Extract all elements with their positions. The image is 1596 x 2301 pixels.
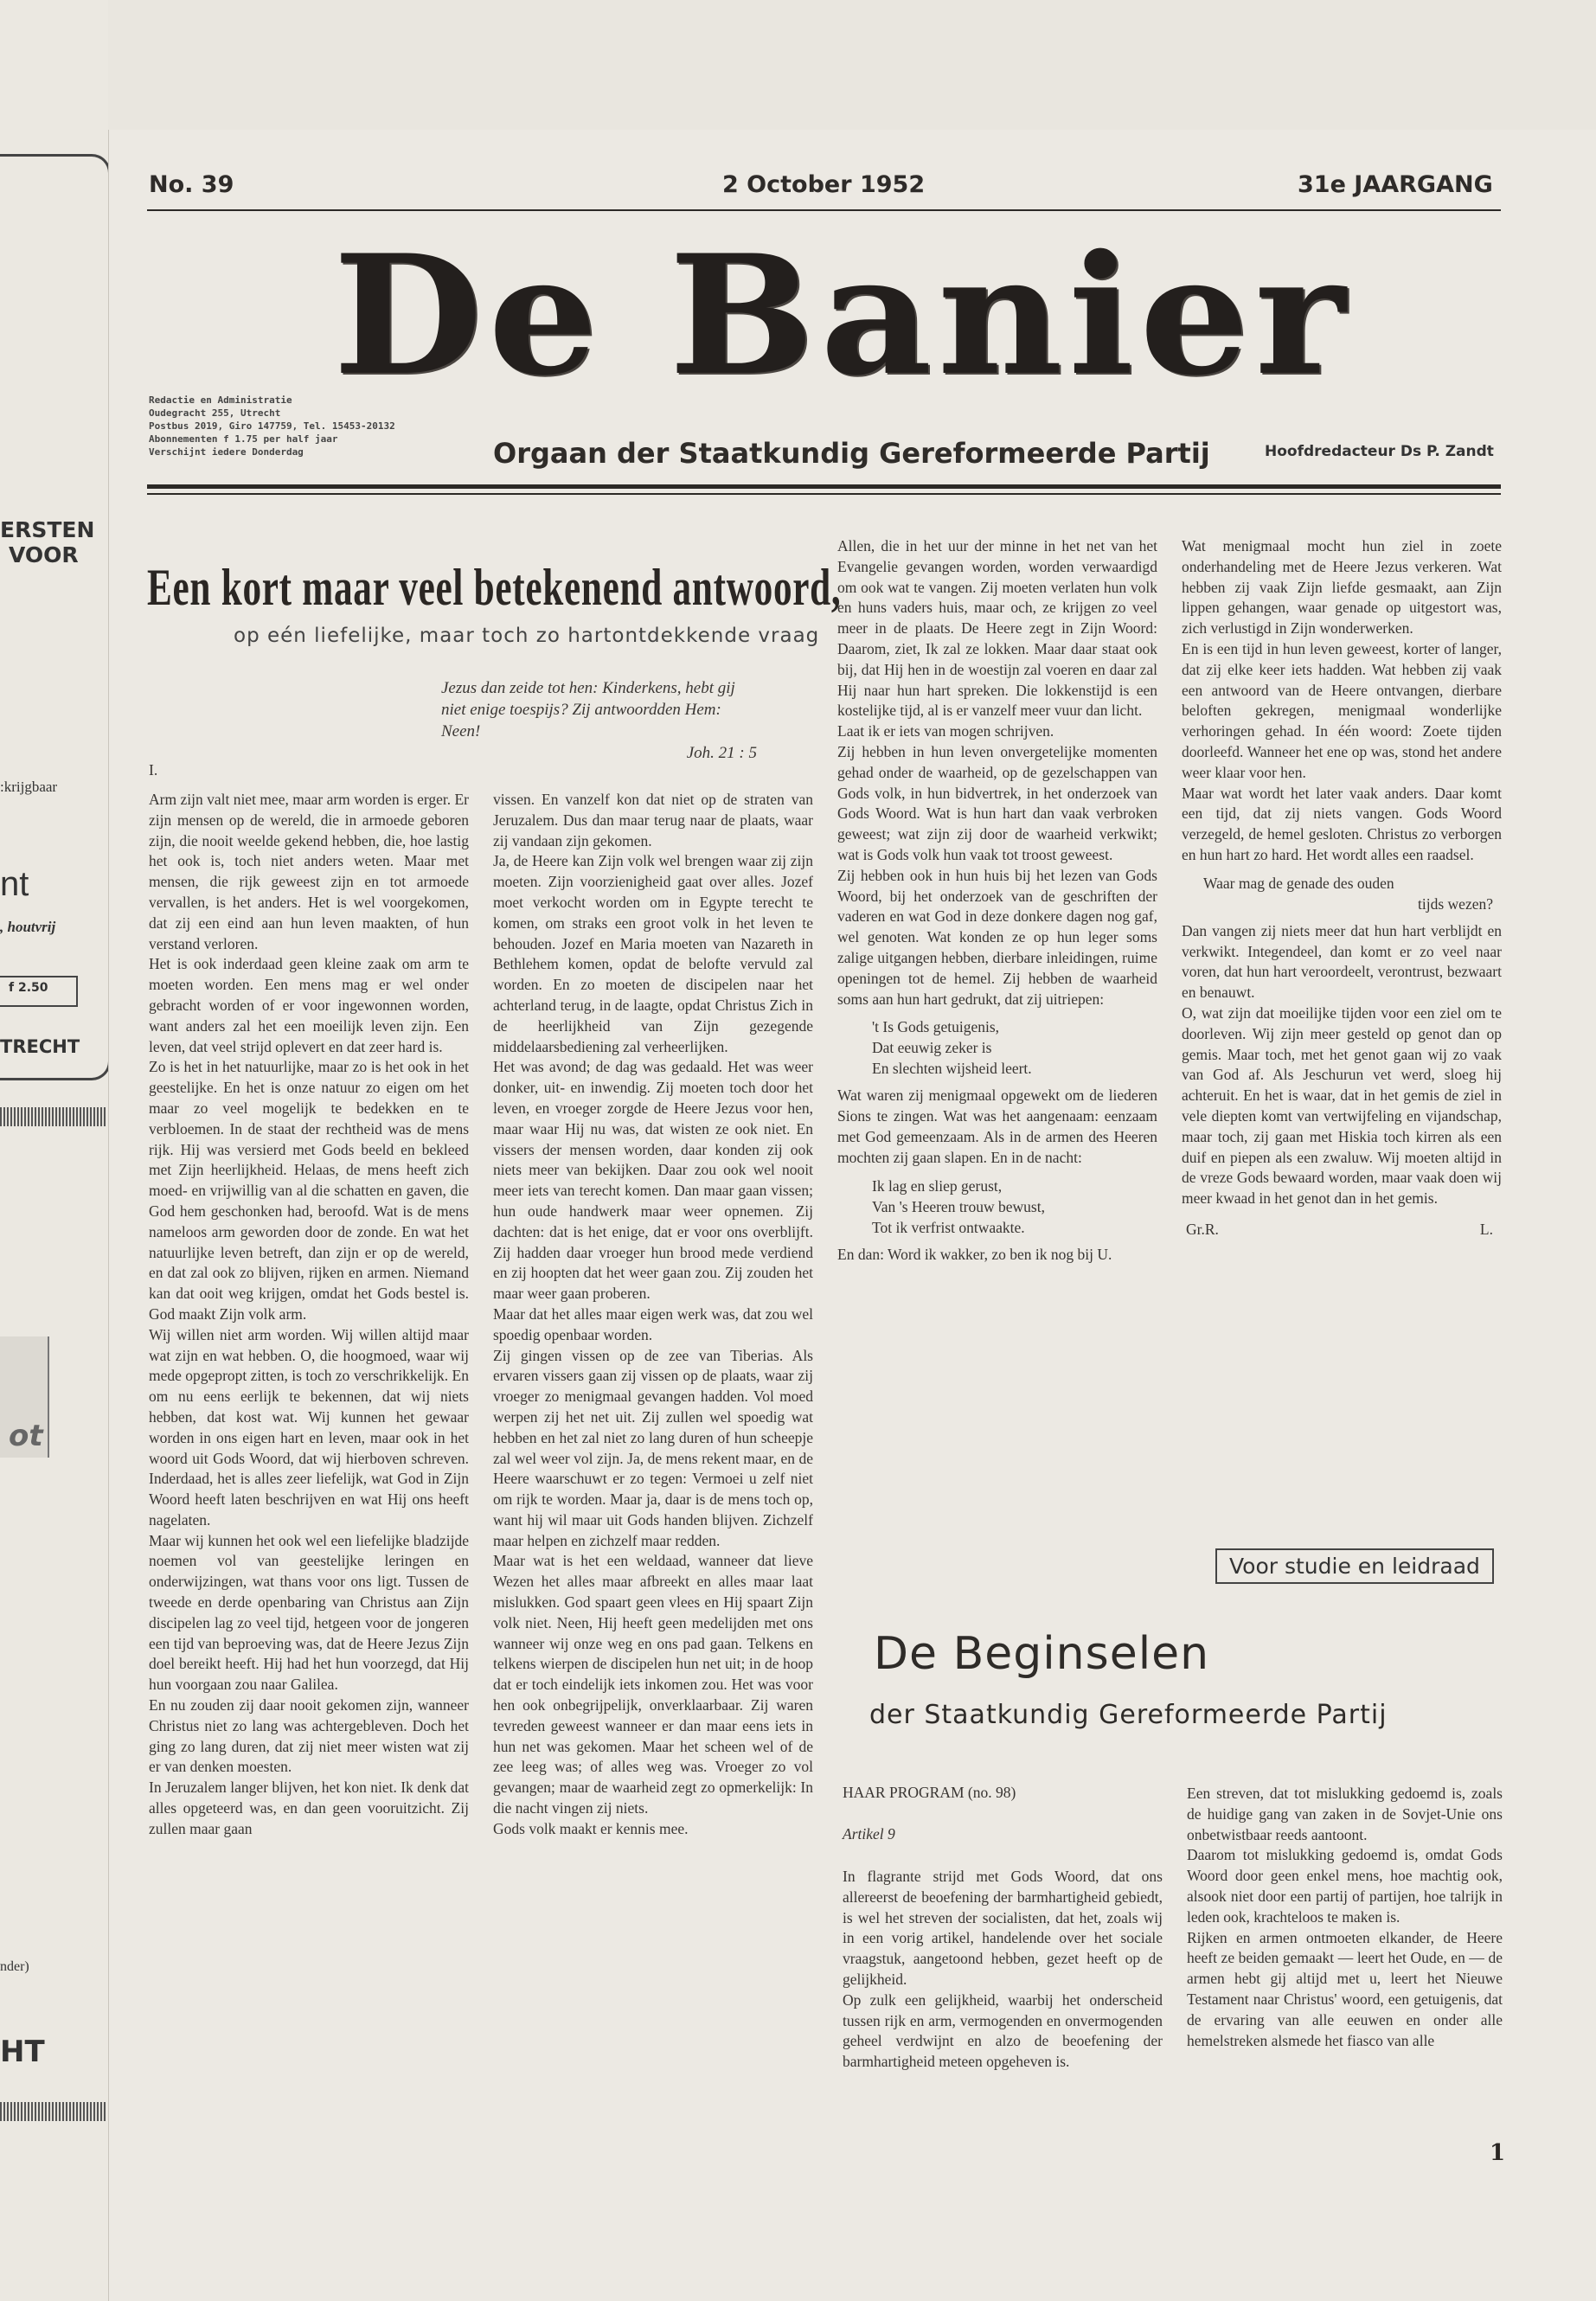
verse-line: 't Is Gods getuigenis, [872, 1018, 1000, 1036]
newspaper-title: De Banier [333, 219, 1351, 412]
quote-line: Waar mag de genade des ouden [1203, 874, 1394, 892]
left-fragment-6: f 2.50 [9, 981, 48, 995]
paragraph: Het was avond; de dag was gedaald. Het was weer donker, uit- en inwendig. Zij moeten toch door het leven, en vroeger zorgde de Heere Jezus voor hen, maar waar Hij nu was, dat wisten ze ook niet. En vissers der mensen worden, daar konden zij ook niets meer van bekijken. Daar zou ook wel nooit meer iets van terecht komen. Dan maar gaan vissen; hun oude handwerk maar weer opnemen. Zij dachten: dat is het enige, dat er voor ons overblijft. Zij hadden daar vroeger hun brood mede verdiend en zij hoopten dat het weer gaan zou. Zij zouden het maar weer gaan proberen. [493, 1058, 813, 1303]
paragraph: Wij willen niet arm worden. Wij willen altijd maar wat zijn en wat hebben. O, die hoogmoed, waar wij mede opgepropt zitten, is toch zo verschrikkelijk. En om nu eens eerlijk te bekennen, dat wij niets hebben, dat kost wat. Wij kunnen het gewaar worden in ons eigen hart en leven, maar ook in het woord uit Gods Woord, dat wij hierboven schreven. Inderdaad, het is alles zeer liefelijk, wat God in Zijn Woord heeft laten beschrijven en wat Hij ons heeft nagelaten. [149, 1325, 469, 1529]
article-column-1 [149, 790, 469, 1840]
paragraph: Ja, de Heere kan Zijn volk wel brengen waar zij zijn moeten. Zijn voorzienigheid gaat over alles. Jozef moet verkocht worden om in Egypte terecht te komen, om straks een groot volk in het leven te behouden. Jozef en Maria moeten van Nazareth in Bethlehem komen, opdat de belofte vervuld zal worden. En zo moeten de discipelen naar het achterland terug, in de laagte, opdat Christus Zich in de heerlijkheid van Zijn gezegende middelaarsbediening zal verheerlijken. [493, 852, 813, 1055]
paragraph: Een streven, dat tot mislukking gedoemd is, zoals de huidige gang van zaken in de Sovjet-Unie ons onbetwistbaar reeds aantoont. [1187, 1785, 1503, 1843]
issue-number: No. 39 [149, 171, 234, 198]
admin-line: Oudegracht 255, Utrecht [149, 407, 281, 419]
masthead-rule-thick [147, 484, 1501, 489]
verse-line: Van 's Heeren trouw bewust, [872, 1197, 1045, 1215]
paragraph: Wat waren zij menigmaal opgewekt om de liederen Sions te zingen. Wat was het aangenaam: eenzaam met God gemeenzaam. Als in de armen des Heeren mochten zij gaan slapen. En in de nacht: [837, 1086, 1157, 1166]
page-number: 1 [1490, 2140, 1506, 2166]
paragraph: Maar dat het alles maar eigen werk was, dat zou wel spoedig openbaar worden. [493, 1304, 813, 1343]
paragraph: Maar wat wordt het later vaak anders. Daar komt een tijd, dat zij niets vangen. Gods Woord verzegeld, de hemel gesloten. Christus zo verborgen en hun hart zo hard. Het wordt alles een raadsel. [1182, 784, 1502, 863]
paragraph: Zij gingen vissen op de zee van Tiberias. Als ervaren vissers gaan zij vissen op de plaats, waar zij vroeger zo menigmaal gevangen hadden. Vol moed werpen zij het net uit. Zij zullen wel spoedig wat hebben en het zal niet zo lang duren of hun scheepje zal wel weer vol zijn. Ja, de mens rekent maar, en de Heere waarschuwt er zo tegen: Vermoei u zelf niet om rijk te worden. Maar ja, daar is de mens toch op, want hij wil maar uit Gods handen blijven. Zichzelf maar helpen en zichzelf maar redden. [493, 1346, 813, 1549]
paragraph: Dan vangen zij niets meer dat hun hart verblijdt en verkwikt. Integendeel, dan komt er zo veel naar voren, dat hun hart veroordeelt, verontrust, bezwaart en benauwt. [1182, 921, 1502, 1002]
paragraph: Maar wat is het een weldaad, wanneer dat lieve Wezen het alles maar afbreekt en alles maar laat mislukken. God spaart geen vlees en Hij spaart Zijn volk niet. Neen, Hij heeft geen medelijden met ons wanneer wij onze weg en ons pad gaan. Telkens en telkens wierpen de discipelen hun net uit; in de hoop dat er toch eindelijk iets inkomen zou. Het was voor hen ook onbegrijpelijk, onverklaarbaar. Zij waren tevreden geweest wanneer er dan maar eens iets in hun net was gekomen. Maar het scheen wel of de zee leeg was; of alles weg was. Vroeger zo vol gevangen; maar de waarheid zegt zo opmerkelijk: In die nacht vingen zij niets. [493, 1552, 813, 1817]
paragraph: Maar wij kunnen het ook wel een liefelijke bladzijde noemen vol van geestelijke leringen en onderwijzingen, wat thans voor ons ligt. Tussen de tweede en derde openbaring van Christus aan Zijn discipelen lag zo veel tijd, hetgeen voor de jongeren een tijd van beproeving was, dat de Heere Jezus Zijn doel bereikt heeft. Hij had het hun voorzegd, dat Hij hun voorgaan zou naar Galilea. [149, 1531, 469, 1694]
section-label-box: Voor studie en leidraad [1215, 1548, 1494, 1584]
article-column-3 [837, 536, 1157, 1265]
beginselen-title: De Beginselen [874, 1628, 1210, 1680]
article-column-2 [493, 790, 813, 1840]
article-column-4 [1182, 536, 1502, 1240]
newspaper-subtitle: Orgaan der Staatkundig Gereformeerde Partij [493, 437, 1210, 470]
beginselen-column-2 [1187, 1784, 1503, 2051]
paragraph: In flagrante strijd met Gods Woord, dat ons allereerst de beoefening der barmhartigheid gebiedt, is wel het streven der socialisten, dat het, zoals wij in een vorig artikel, handelende over het sociale vraagstuk, aangetoond hebben, gezet heeft op de gelijkheid. [843, 1868, 1163, 1988]
left-fragment-2: VOOR [9, 542, 79, 567]
admin-line: Abonnementen f 1.75 per half jaar [149, 433, 338, 445]
editor-line: Hoofdredacteur Ds P. Zandt [1265, 443, 1494, 460]
paragraph: O, wat zijn dat moeilijke tijden voor een ziel om te doorleven. Wij zijn meer gesteld op genot dan op gemis. Maar toch, met het genot gaan wij zo vaak van God af. Als Jeschurun vet werd, sloeg hij achteruit. En het is waar, dat in het gemis de ziel in vele diepten komt van vertwijfeling en vijandschap, maar toch, zij gaan met Hiskia toch kirren als een duif en piepen als een zwaluw. Wij moeten altijd in de vreze Gods bewaard worden, maar vaak doen wij meer kwaad in het genot dan in het gemis. [1182, 1003, 1502, 1208]
left-fragment-3: :krijgbaar [0, 779, 58, 795]
section-number: I. [149, 761, 158, 779]
paragraph: Wat menigmaal mocht hun ziel in zoete onderhandeling met de Heere Jezus verkeren. Wat hebben zij vaak Zijn liefde gesmaakt, aan Zijn lippen gehangen, waar genade op uitgestort was, zich verlustigd in Zijn wonderwerken. [1182, 537, 1502, 638]
paragraph: Gods volk maakt er kennis mee. [493, 1819, 689, 1837]
left-fragment-1: ERSTEN [0, 517, 95, 542]
left-fragment-8: ot [9, 1419, 43, 1453]
article-title: Een kort maar veel betekenend antwoord, [147, 559, 842, 616]
signature-line [1182, 1220, 1502, 1240]
left-fragment-9: nder) [0, 1959, 29, 1974]
paragraph: Allen, die in het uur der minne in het net van het Evangelie gevangen worden, worden verwaardigd om ook wat te vangen. Zij moeten verlaten hun volk en huns vaders huis, maar och, ze krijgen zo veel meer in de plaats. De Heere zegt in Zijn Woord: Daarom, ziet, Ik zal ze lokken. Maar daar staat ook bij, dat Hij hen in de woestijn zal voeren en daar zal Hij naar hun hart spreken. Die lokkenstijd is een kostelijke tijd, al is er vanzelf meer vuur dan licht. [837, 537, 1157, 720]
quote-line: tijds wezen? [1418, 894, 1493, 913]
paragraph: In Jeruzalem langer blijven, het kon niet. Ik denk dat alles opgeteerd was, en dan geen vooruitzicht. Zij zullen maar gaan [149, 1779, 469, 1837]
left-fragment-7: TRECHT [0, 1036, 80, 1057]
verse-block [872, 1176, 1157, 1238]
article-subtitle: op eén liefelijke, maar toch zo hartontdekkende vraag [234, 625, 820, 647]
masthead-rule-thin [147, 493, 1501, 495]
signature-initials: Gr.R. [1186, 1220, 1219, 1238]
admin-line: Postbus 2019, Giro 147759, Tel. 15453-20132 [149, 420, 395, 432]
artikel-header: Artikel 9 [843, 1825, 895, 1843]
paragraph: Zij hebben ook in hun huis bij het lezen van Gods Woord, bij het onderzoek van de geschriften der vaderen en wat God in deze donkere dagen nog gaf, wel genoten. Wat konden ze op hun leger soms zalige uitgangen hebben, dierbare inleidingen, ruime openingen tot de hemel. Zij hebben de waarheid soms aan hun hart gedrukt, dat zij uitriepen: [837, 866, 1157, 1008]
beginselen-column-1 [843, 1867, 1163, 2073]
left-page-frame [0, 154, 111, 1080]
paragraph: Zo is het in het natuurlijke, maar zo is het ook in het geestelijke. En het is onze natuur zo eigen om het maar zo veel mogelijk te bedekken en te verbloemen. In de staat der rechtheid was de mens rijk. Hij was versierd met Gods beeld en bekleed met Zijn heerlijkheid. Helaas, de mens heeft zich moed- en vrijwillig van al die schatten en gaven, die God hem geschonken had, beroofd. Wat is de mens nameloos arm geworden door de zonde. En wat het natuurlijke leven betreft, dan zijn er op de wereld, en dat zal ook zo blijven, rijken en armen. Niemand kan dat ooit weg krijgen, omdat het Gods bestel is. God maakt Zijn volk arm. [149, 1058, 469, 1323]
signature-author: L. [1479, 1220, 1493, 1238]
paragraph: Laat ik er iets van mogen schrijven. [837, 722, 1054, 740]
paragraph: Op zulk een gelijkheid, waarbij het onderscheid tussen rijk en arm, vermogenden en onvermogenden geheel verdwijnt en alzo de beoefening der barmhartigheid meteen opgeheven is. [843, 1990, 1163, 2071]
verse-line: En slechten wijsheid leert. [872, 1060, 1032, 1078]
left-barcode-bottom [0, 2102, 106, 2121]
left-fragment-4: nt [0, 865, 29, 903]
paragraph: En nu zouden zij daar nooit gekomen zijn, wanneer Christus niet zo lang was achtergebleven. Doch het ging zo lang duren, dat zij niet meer wisten wat zij er van denken moesten. [149, 1696, 469, 1776]
volume-label: 31e JAARGANG [1298, 171, 1493, 198]
epigraph-reference: Joh. 21 : 5 [686, 744, 757, 762]
paragraph: En is een tijd in hun leven geweest, korter of langer, dat zij elke keer iets hadden. Wat hebben zij vaak een antwoord van de Heere ontvangen, dierbare beloften gekregen, menigmaal wonderlijke verhoringen gehad. In één woord: Zoete tijden doorleefd. Wanneer het ene op was, stond het andere weer klaar voor hen. [1182, 639, 1502, 781]
admin-line: Redactie en Administratie [149, 394, 292, 406]
left-barcode-top [0, 1107, 106, 1126]
paragraph: vissen. En vanzelf kon dat niet op de straten van Jeruzalem. Dus dan maar terug naar de plaats, waar zij vandaan zijn gekomen. [493, 791, 813, 849]
quote-block [1203, 873, 1502, 914]
issue-date: 2 October 1952 [722, 171, 926, 198]
top-rule [147, 209, 1501, 211]
left-fragment-10: HT [0, 2035, 45, 2069]
paragraph: Rijken en armen ontmoeten elkander, de Heere heeft ze beiden gemaakt — leert het Oude, en — de armen hebt gij altijd met u, leert het Nieuwe Testament naar Christus' woord, een getuigenis, dat de ervaring van alle eeuwen en onder alle hemelstreken alsmede het fiasco van alle [1187, 1928, 1503, 2049]
paragraph: Arm zijn valt niet mee, maar arm worden is erger. Er zijn mensen op de wereld, die in armoede geboren zijn, die nooit weelde gekend hebben, die, hoe lastig het ook is, toch niet anders weten. Maar met mensen, die rijk geweest zijn en tot armoede vervallen, is het anders. Het is wel voorgekomen, dat zij een eind aan hun leven maakten, of hun verstand verloren. [149, 791, 469, 952]
verse-block [872, 1016, 1157, 1079]
verse-line: Ik lag en sliep gerust, [872, 1176, 1003, 1195]
beginselen-subtitle: der Staatkundig Gereformeerde Partij [869, 1700, 1388, 1730]
verse-line: Dat eeuwig zeker is [872, 1039, 992, 1057]
admin-info [149, 394, 395, 458]
epigraph-text: Jezus dan zeide tot hen: Kinderkens, hebt gij niet enige toespijs? Zij antwoordden Hem: Neen! [441, 679, 735, 740]
paragraph: Het is ook inderdaad geen kleine zaak om arm te moeten worden. Een mens mag er wel onder gebracht worden of er voor ingewonnen worden, want anders zal het een moeilijk leven zijn. Een leven, dat veel strijd oplevert en dat zeer hard is. [149, 955, 469, 1055]
paragraph: Zij hebben in hun leven onvergetelijke momenten gehad onder de waarheid, op de gezelschappen van Gods volk, in hun bidvertrek, in het onderzoek van Gods Woord. Wat is hun hart dan vaak verbroken geweest; wat zijn zij door de waarheid verkwikt; wat is Gods volk hun vaak tot troost geweest. [837, 742, 1157, 863]
program-header: HAAR PROGRAM (no. 98) [843, 1784, 1016, 1801]
verse-line: Tot ik verfrist ontwaakte. [872, 1218, 1025, 1236]
left-fragment-5: , houtvrij [0, 919, 56, 935]
epigraph [441, 677, 761, 764]
paragraph: En dan: Word ik wakker, zo ben ik nog bij U. [837, 1245, 1112, 1263]
admin-line: Verschijnt iedere Donderdag [149, 446, 304, 458]
paragraph: Daarom tot mislukking gedoemd is, omdat Gods Woord door geen enkel mens, hoe machtig ook, alsook niet door een partij of partijen, hoe talrijk in leden ook, krachteloos te maken is. [1187, 1846, 1503, 1926]
